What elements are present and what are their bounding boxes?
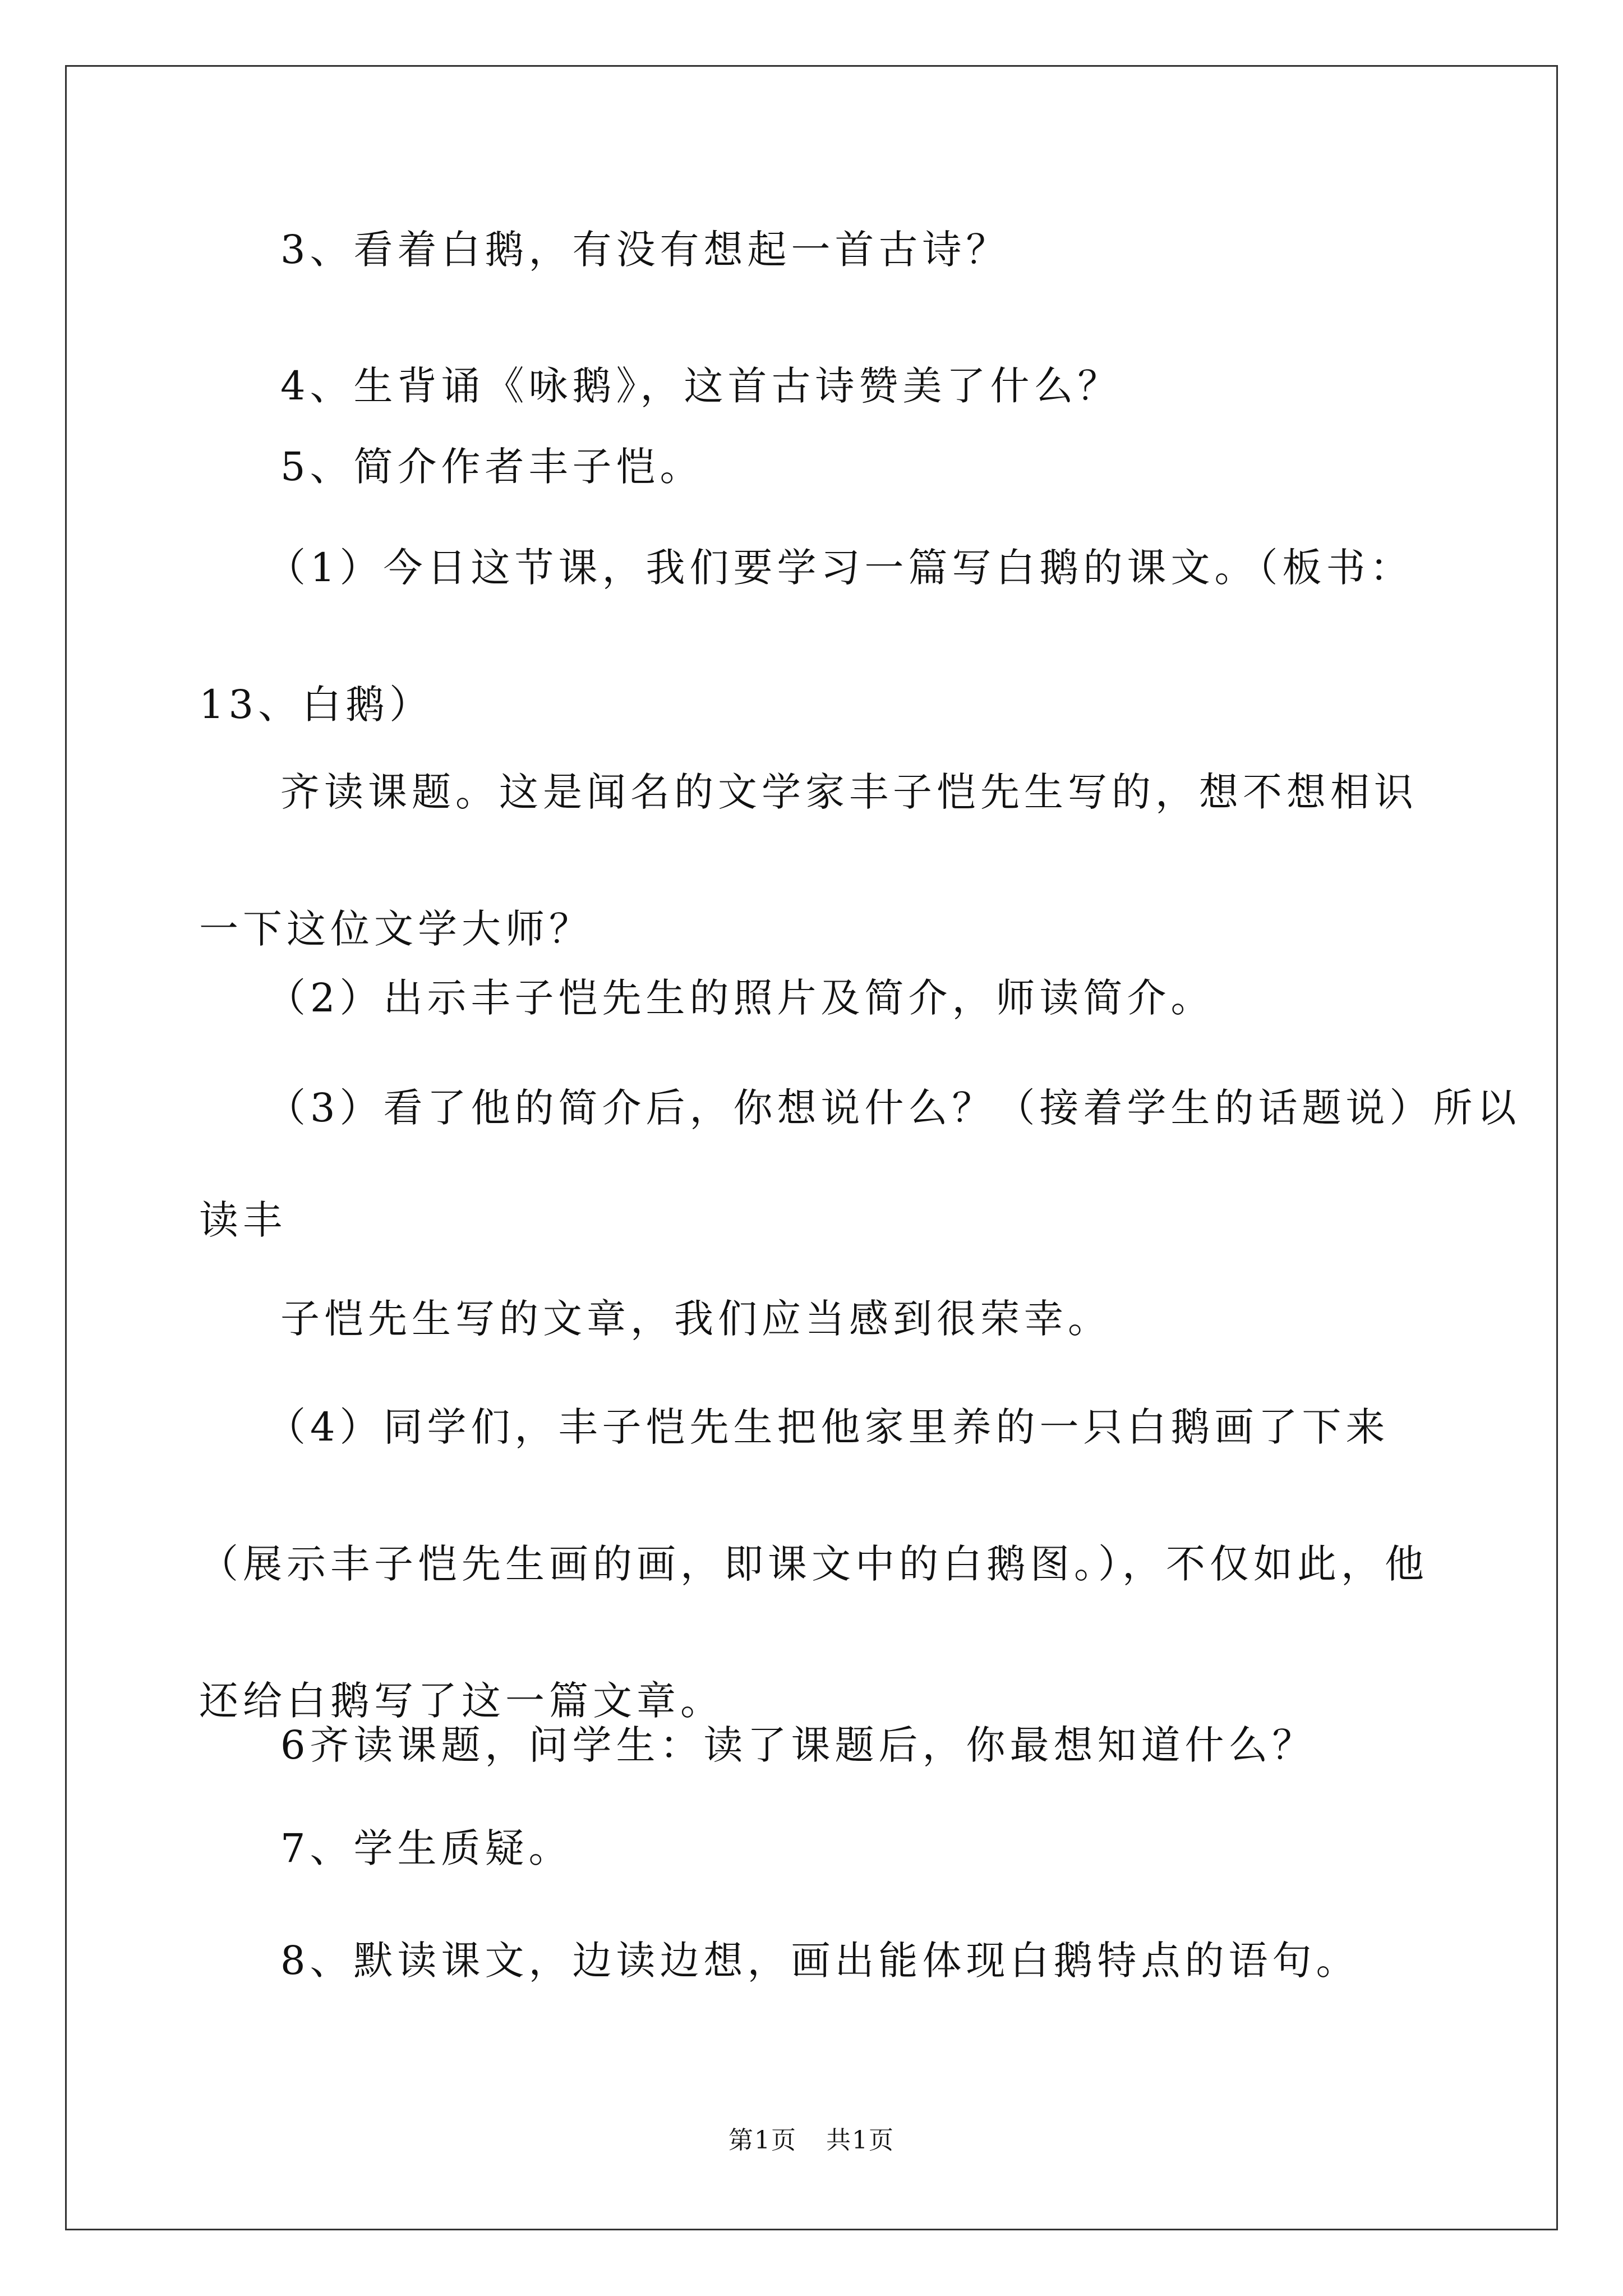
- paragraph-7-cont: 读丰: [199, 1197, 287, 1243]
- page-number: 第1页: [728, 2126, 797, 2155]
- paragraph-3: 5、简介作者丰子恺。: [280, 444, 704, 490]
- paragraph-8: 子恺先生写的文章，我们应当感到很荣幸。: [280, 1296, 1112, 1342]
- paragraph-1: 3、看着白鹅，有没有想起一首古诗？: [280, 227, 1010, 273]
- page-total: 共1页: [826, 2126, 895, 2155]
- paragraph-2: 4、生背诵《咏鹅》，这首古诗赞美了什么？: [280, 363, 1122, 409]
- paragraph-12: 8、默读课文，边读边想，画出能体现白鹅特点的语句。: [280, 1938, 1360, 1984]
- paragraph-7: （3）看了他的简介后，你想说什么？（接着学生的话题说）所以: [266, 1085, 1521, 1131]
- paragraph-5: 齐读课题。这是闻名的文学家丰子恺先生写的，想不想相识一下这位文学大师？: [199, 769, 1418, 952]
- paragraph-11: 7、学生质疑。: [280, 1825, 573, 1871]
- paragraph-4: （1）今日这节课，我们要学习一篇写白鹅的课文。（板书：13、白鹅）: [199, 545, 1414, 728]
- paragraph-9: （4）同学们，丰子恺先生把他家里养的一只白鹅画了下来（展示丰子恺先生画的画，即课文中的白鹅图。），不仅如此，他还给白鹅写了这一篇文章。: [199, 1404, 1428, 1724]
- paragraph-10: 6齐读课题，问学生：读了课题后，你最想知道什么？: [280, 1722, 1316, 1768]
- page-footer: [0, 2127, 1623, 2155]
- paragraph-6: （2）出示丰子恺先生的照片及简介，师读简介。: [266, 975, 1215, 1021]
